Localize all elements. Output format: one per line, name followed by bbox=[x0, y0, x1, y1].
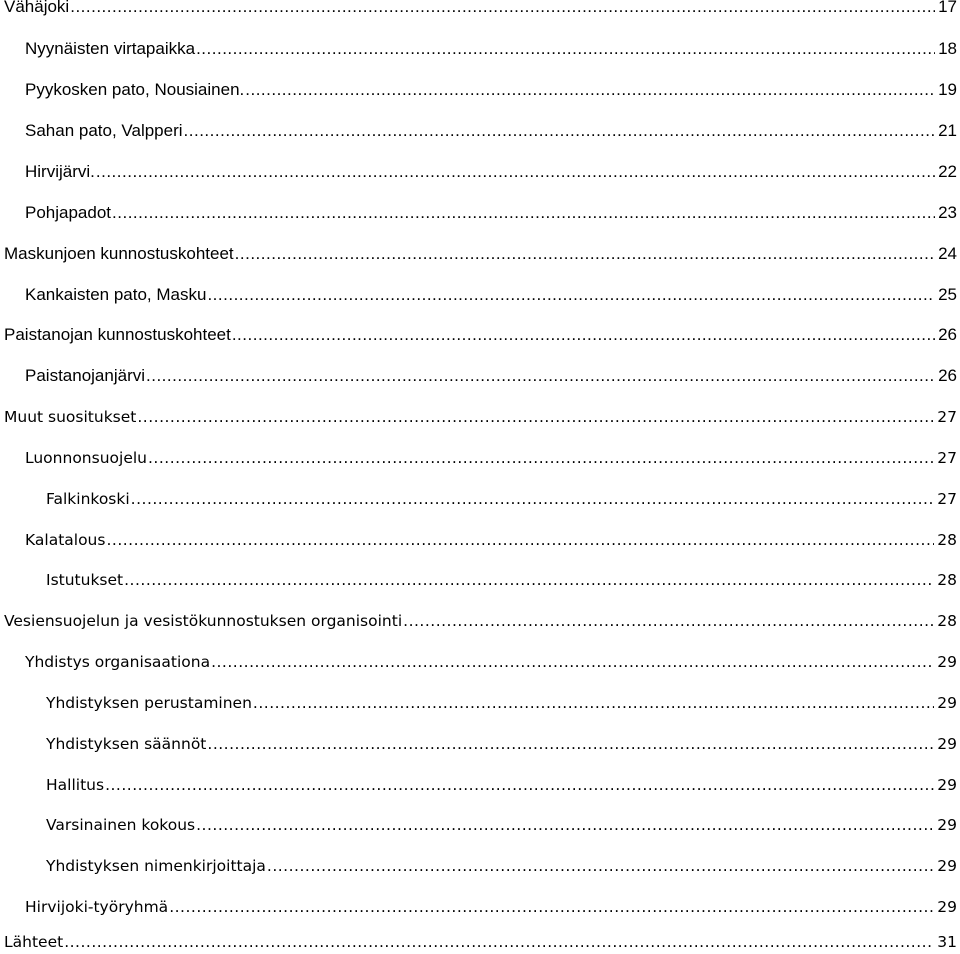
toc-entry[interactable] bbox=[46, 773, 957, 797]
toc-leader-dots bbox=[232, 323, 935, 347]
toc-entry-page: 29 bbox=[937, 694, 957, 712]
toc-entry-label: Maskunjoen kunnostuskohteet bbox=[4, 244, 234, 263]
toc-entry-label: Muut suositukset bbox=[4, 408, 137, 426]
toc-leader-dots bbox=[105, 773, 934, 797]
toc-entry-label: Kankaisten pato, Masku bbox=[25, 285, 207, 304]
toc-leader-dots bbox=[267, 854, 934, 878]
toc-entry-label: Istutukset bbox=[46, 571, 124, 589]
toc-leader-dots bbox=[169, 895, 934, 919]
toc-entry-label: Kalatalous bbox=[25, 531, 106, 549]
toc-leader-dots bbox=[235, 242, 935, 266]
toc-entry-label: Varsinainen kokous bbox=[46, 816, 196, 834]
toc-entry[interactable] bbox=[25, 78, 957, 102]
toc-entry-page: 29 bbox=[937, 735, 957, 753]
toc-leader-dots bbox=[137, 405, 934, 429]
toc-leader-dots bbox=[64, 930, 934, 954]
toc-entry-label: Lähteet bbox=[4, 933, 64, 951]
toc-entry[interactable] bbox=[4, 930, 957, 954]
toc-entry-label: Yhdistyksen perustaminen bbox=[46, 694, 252, 712]
toc-entry[interactable] bbox=[25, 364, 957, 388]
toc-leader-dots bbox=[146, 364, 935, 388]
toc-leader-dots bbox=[148, 446, 934, 470]
toc-entry[interactable] bbox=[4, 323, 957, 347]
toc-entry[interactable] bbox=[46, 854, 957, 878]
toc-entry[interactable] bbox=[4, 242, 957, 266]
toc-leader-dots bbox=[196, 813, 934, 837]
toc-entry[interactable] bbox=[25, 119, 957, 143]
toc-entry-page: 21 bbox=[938, 121, 957, 140]
toc-entry[interactable] bbox=[46, 732, 957, 756]
toc-leader-dots bbox=[211, 650, 934, 674]
toc-leader-dots bbox=[124, 568, 934, 592]
toc-leader-dots bbox=[196, 37, 935, 61]
toc-leader-dots bbox=[131, 487, 935, 511]
toc-entry-page: 31 bbox=[937, 933, 957, 951]
toc-entry[interactable] bbox=[25, 160, 957, 184]
toc-entry-label: Pohjapadot bbox=[25, 203, 112, 222]
toc-entry[interactable] bbox=[25, 895, 957, 919]
toc-entry-page: 22 bbox=[938, 162, 957, 181]
toc-leader-dots bbox=[70, 0, 935, 19]
toc-entry-page: 29 bbox=[937, 857, 957, 875]
toc-entry[interactable] bbox=[46, 568, 957, 592]
toc-entry-page: 26 bbox=[938, 366, 957, 385]
toc-entry-label: Yhdistyksen nimenkirjoittaja bbox=[46, 857, 266, 875]
toc-entry-page: 25 bbox=[938, 285, 957, 304]
toc-entry-page: 29 bbox=[937, 816, 957, 834]
toc-entry-page: 29 bbox=[937, 653, 957, 671]
toc-leader-dots bbox=[207, 732, 934, 756]
toc-entry-label: Paistanojan kunnostuskohteet bbox=[4, 325, 231, 344]
toc-entry-label: Hallitus bbox=[46, 776, 105, 794]
toc-entry-page: 28 bbox=[937, 612, 957, 630]
toc-entry-label: Yhdistyksen säännöt bbox=[46, 735, 207, 753]
toc-entry[interactable] bbox=[25, 528, 957, 552]
toc-entry[interactable] bbox=[25, 37, 957, 61]
toc-entry[interactable] bbox=[25, 446, 957, 470]
toc-entry-label: Hirvijoki-työryhmä bbox=[25, 898, 169, 916]
toc-leader-dots bbox=[403, 609, 934, 633]
toc-entry[interactable] bbox=[25, 283, 957, 307]
toc-entry-page: 28 bbox=[937, 531, 957, 549]
toc-leader-dots bbox=[184, 119, 936, 143]
toc-entry-page: 26 bbox=[938, 325, 957, 344]
toc-entry[interactable] bbox=[25, 201, 957, 225]
toc-entry-page: 18 bbox=[938, 39, 957, 58]
toc-entry-label: Vähäjoki bbox=[4, 0, 70, 16]
toc-entry-label: Yhdistys organisaationa bbox=[25, 653, 211, 671]
toc-entry-page: 17 bbox=[938, 0, 957, 16]
toc-entry-label: Falkinkoski bbox=[46, 490, 130, 508]
toc-entry-page: 28 bbox=[937, 571, 957, 589]
toc-entry[interactable] bbox=[46, 691, 957, 715]
toc-entry-page: 19 bbox=[938, 80, 957, 99]
toc-entry-label: Pyykosken pato, Nousiainen. bbox=[25, 80, 245, 99]
toc-leader-dots bbox=[112, 201, 935, 225]
toc-entry[interactable] bbox=[25, 650, 957, 674]
toc-entry-label: Luonnonsuojelu bbox=[25, 449, 147, 467]
toc-entry-page: 23 bbox=[938, 203, 957, 222]
toc-entry-page: 27 bbox=[937, 490, 957, 508]
toc-entry[interactable] bbox=[4, 405, 957, 429]
toc-entry-page: 29 bbox=[937, 776, 957, 794]
toc-entry[interactable] bbox=[46, 813, 957, 837]
toc-entry-page: 27 bbox=[937, 449, 957, 467]
toc-entry-page: 29 bbox=[937, 898, 957, 916]
toc-entry[interactable] bbox=[4, 0, 957, 19]
toc-entry[interactable] bbox=[46, 487, 957, 511]
toc-leader-dots bbox=[106, 528, 934, 552]
toc-entry-page: 27 bbox=[937, 408, 957, 426]
toc-leader-dots bbox=[96, 160, 935, 184]
toc-entry-label: Nyynäisten virtapaikka bbox=[25, 39, 196, 58]
toc-entry[interactable] bbox=[4, 609, 957, 633]
toc-entry-page: 24 bbox=[938, 244, 957, 263]
toc-leader-dots bbox=[245, 78, 935, 102]
toc-entry-label: Hirvijärvi. bbox=[25, 162, 95, 181]
toc-entry-label: Vesiensuojelun ja vesistökunnostuksen organisointi bbox=[4, 612, 403, 630]
toc-leader-dots bbox=[207, 283, 935, 307]
toc-leader-dots bbox=[253, 691, 934, 715]
toc-entry-label: Sahan pato, Valpperi bbox=[25, 121, 183, 140]
toc-entry-label: Paistanojanjärvi bbox=[25, 366, 146, 385]
